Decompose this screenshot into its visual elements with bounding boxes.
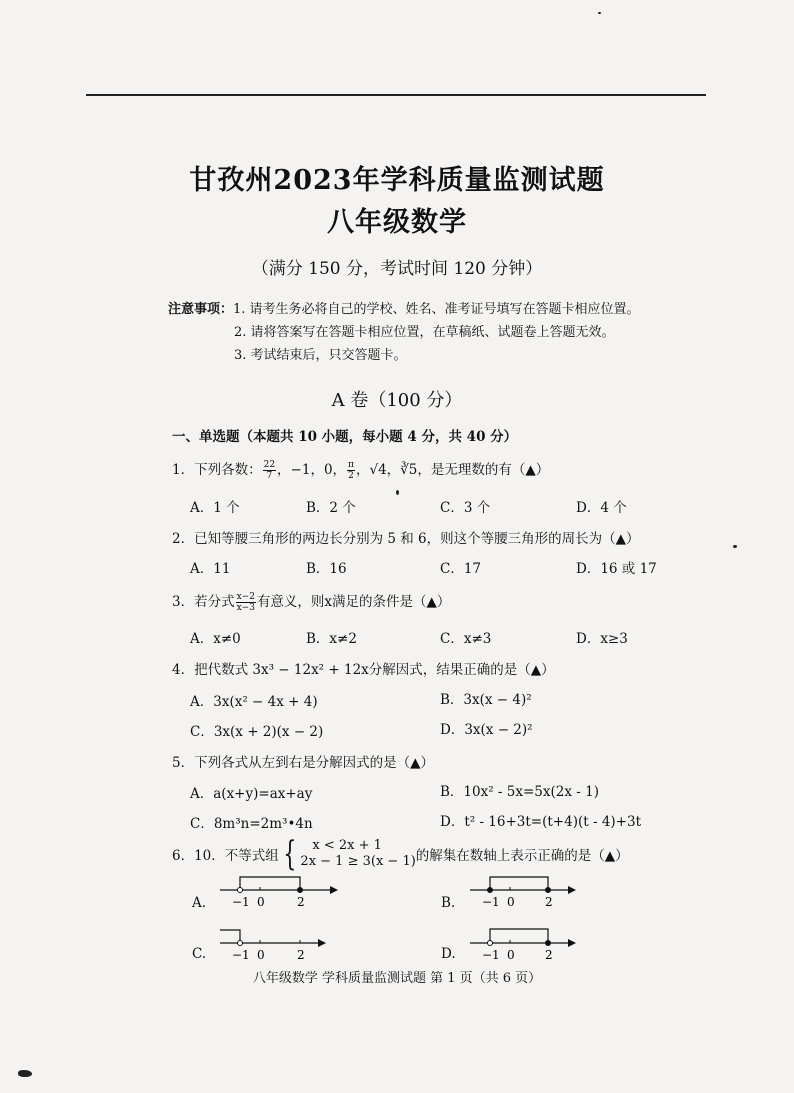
q2-option-c: C．17 [440,561,482,577]
exam-info: （满分 150 分，考试时间 120 分钟） [251,259,543,279]
q6-option-c: C. [192,946,207,962]
inequality-2: 2x − 1 ≥ 3(x − 1) [300,854,416,869]
frac-den: x−3 [236,603,255,613]
scan-speck [733,545,737,548]
scan-speck [18,1070,32,1077]
q1-option-d: D．4 个 [576,500,627,516]
question-2: 2．已知等腰三角形的两边长分别为 5 和 6，则这个等腰三角形的周长为（▲） [172,531,640,547]
fraction-x-2-over-x-3 [236,592,256,613]
note-item-1: 1. 请考生务必将自己的学校、姓名、准考证号填写在答题卡相应位置。 [233,302,640,317]
q1-option-a: A．1 个 [190,500,240,516]
q3-prefix: 3．若分式 [172,594,235,610]
q4-option-d: D．3x(x − 2)² [440,722,533,738]
q5-option-b: B．10x² - 5x=5x(2x - 1) [440,784,599,800]
q3-tail: 有意义，则x满足的条件是（▲） [256,594,451,610]
question-4: 4．把代数式 3x³ − 12x² + 12x分解因式，结果正确的是（▲） [172,662,555,678]
frac-num: x−2 [236,592,255,602]
tick-label-neg1: −1 [232,895,250,909]
frac-den: 2 [348,471,354,481]
q5-option-a: A．a(x+y)=ax+ay [190,786,313,802]
q1-option-c: C．3 个 [440,500,491,516]
tick-label-2: 2 [297,895,305,909]
notes-block [168,298,640,367]
scan-speck [598,12,601,14]
inequality-1: x < 2x + 1 [312,838,382,853]
q3-option-b: B．x≠2 [306,631,357,647]
tick-label-neg1: −1 [232,948,250,962]
exam-title: 甘孜州2023年学科质量监测试题 [189,165,605,196]
tick-label-0: 0 [507,948,515,962]
number-line-a [215,872,340,917]
scan-speck [396,490,399,495]
question-5: 5．下列各式从左到右是分解因式的是（▲） [172,755,434,771]
question-1 [172,458,549,481]
question-3 [172,590,450,613]
q2-option-d: D．16 或 17 [576,561,657,577]
fraction-22-7 [263,460,276,481]
q1-mid: ，−1，0， [277,462,347,478]
page-footer: 八年级数学 学科质量监测试题 第 1 页（共 6 页） [252,971,542,986]
question-6 [172,834,629,874]
tick-label-0: 0 [257,895,265,909]
q6-option-b: B. [441,895,456,911]
frac-den: 7 [266,471,273,481]
q6-option-d: D. [441,946,456,962]
part1-heading: 一、单选题（本题共 10 小题，每小题 4 分，共 40 分） [172,429,518,445]
frac-num: π [348,460,354,470]
tick-label-neg1: −1 [482,948,500,962]
q4-option-a: A．3x(x² − 4x + 4) [190,694,318,710]
q6-option-a: A. [192,895,207,911]
note-item-2: 2. 请将答案写在答题卡相应位置，在草稿纸、试题卷上答题无效。 [234,325,615,340]
note-item-3: 3. 考试结束后，只交答题卡。 [234,348,407,363]
exam-subject: 八年级数学 [327,207,467,238]
system-brace: { [283,834,297,874]
top-rule [86,94,706,96]
q1-prefix: 1．下列各数： [172,462,262,478]
q4-option-c: C．3x(x + 2)(x − 2) [190,724,324,740]
number-line-d [465,923,590,968]
inequality-system [300,838,415,870]
tick-label-2: 2 [545,948,553,962]
q2-option-b: B．16 [306,561,347,577]
tick-label-2: 2 [545,895,553,909]
q6-tail: 的解集在数轴上表示正确的是（▲） [415,848,629,864]
q5-option-c: C．8m³n=2m³•4n [190,816,313,832]
tick-label-0: 0 [507,895,515,909]
q2-option-a: A．11 [190,561,231,577]
q5-option-d: D．t² - 16+3t=(t+4)(t - 4)+3t [440,814,641,830]
number-line-c [215,923,340,968]
section-a-heading: A 卷（100 分） [331,390,463,411]
q1-option-b: B．2 个 [306,500,356,516]
notes-label: 注意事项： [168,302,234,317]
q3-option-d: D．x≥3 [576,631,628,647]
q3-option-c: C．x≠3 [440,631,492,647]
tick-label-neg1: −1 [482,895,500,909]
tick-label-0: 0 [257,948,265,962]
frac-num: 22 [263,460,276,470]
number-line-b [465,872,590,917]
fraction-pi-2 [347,460,355,481]
tick-label-2: 2 [297,948,305,962]
q1-tail: ，√4，∛5，是无理数的有（▲） [355,462,550,478]
q4-option-b: B．3x(x − 4)² [440,692,532,708]
q6-prefix: 6．10．不等式组 [172,848,279,864]
q3-option-a: A．x≠0 [190,631,241,647]
